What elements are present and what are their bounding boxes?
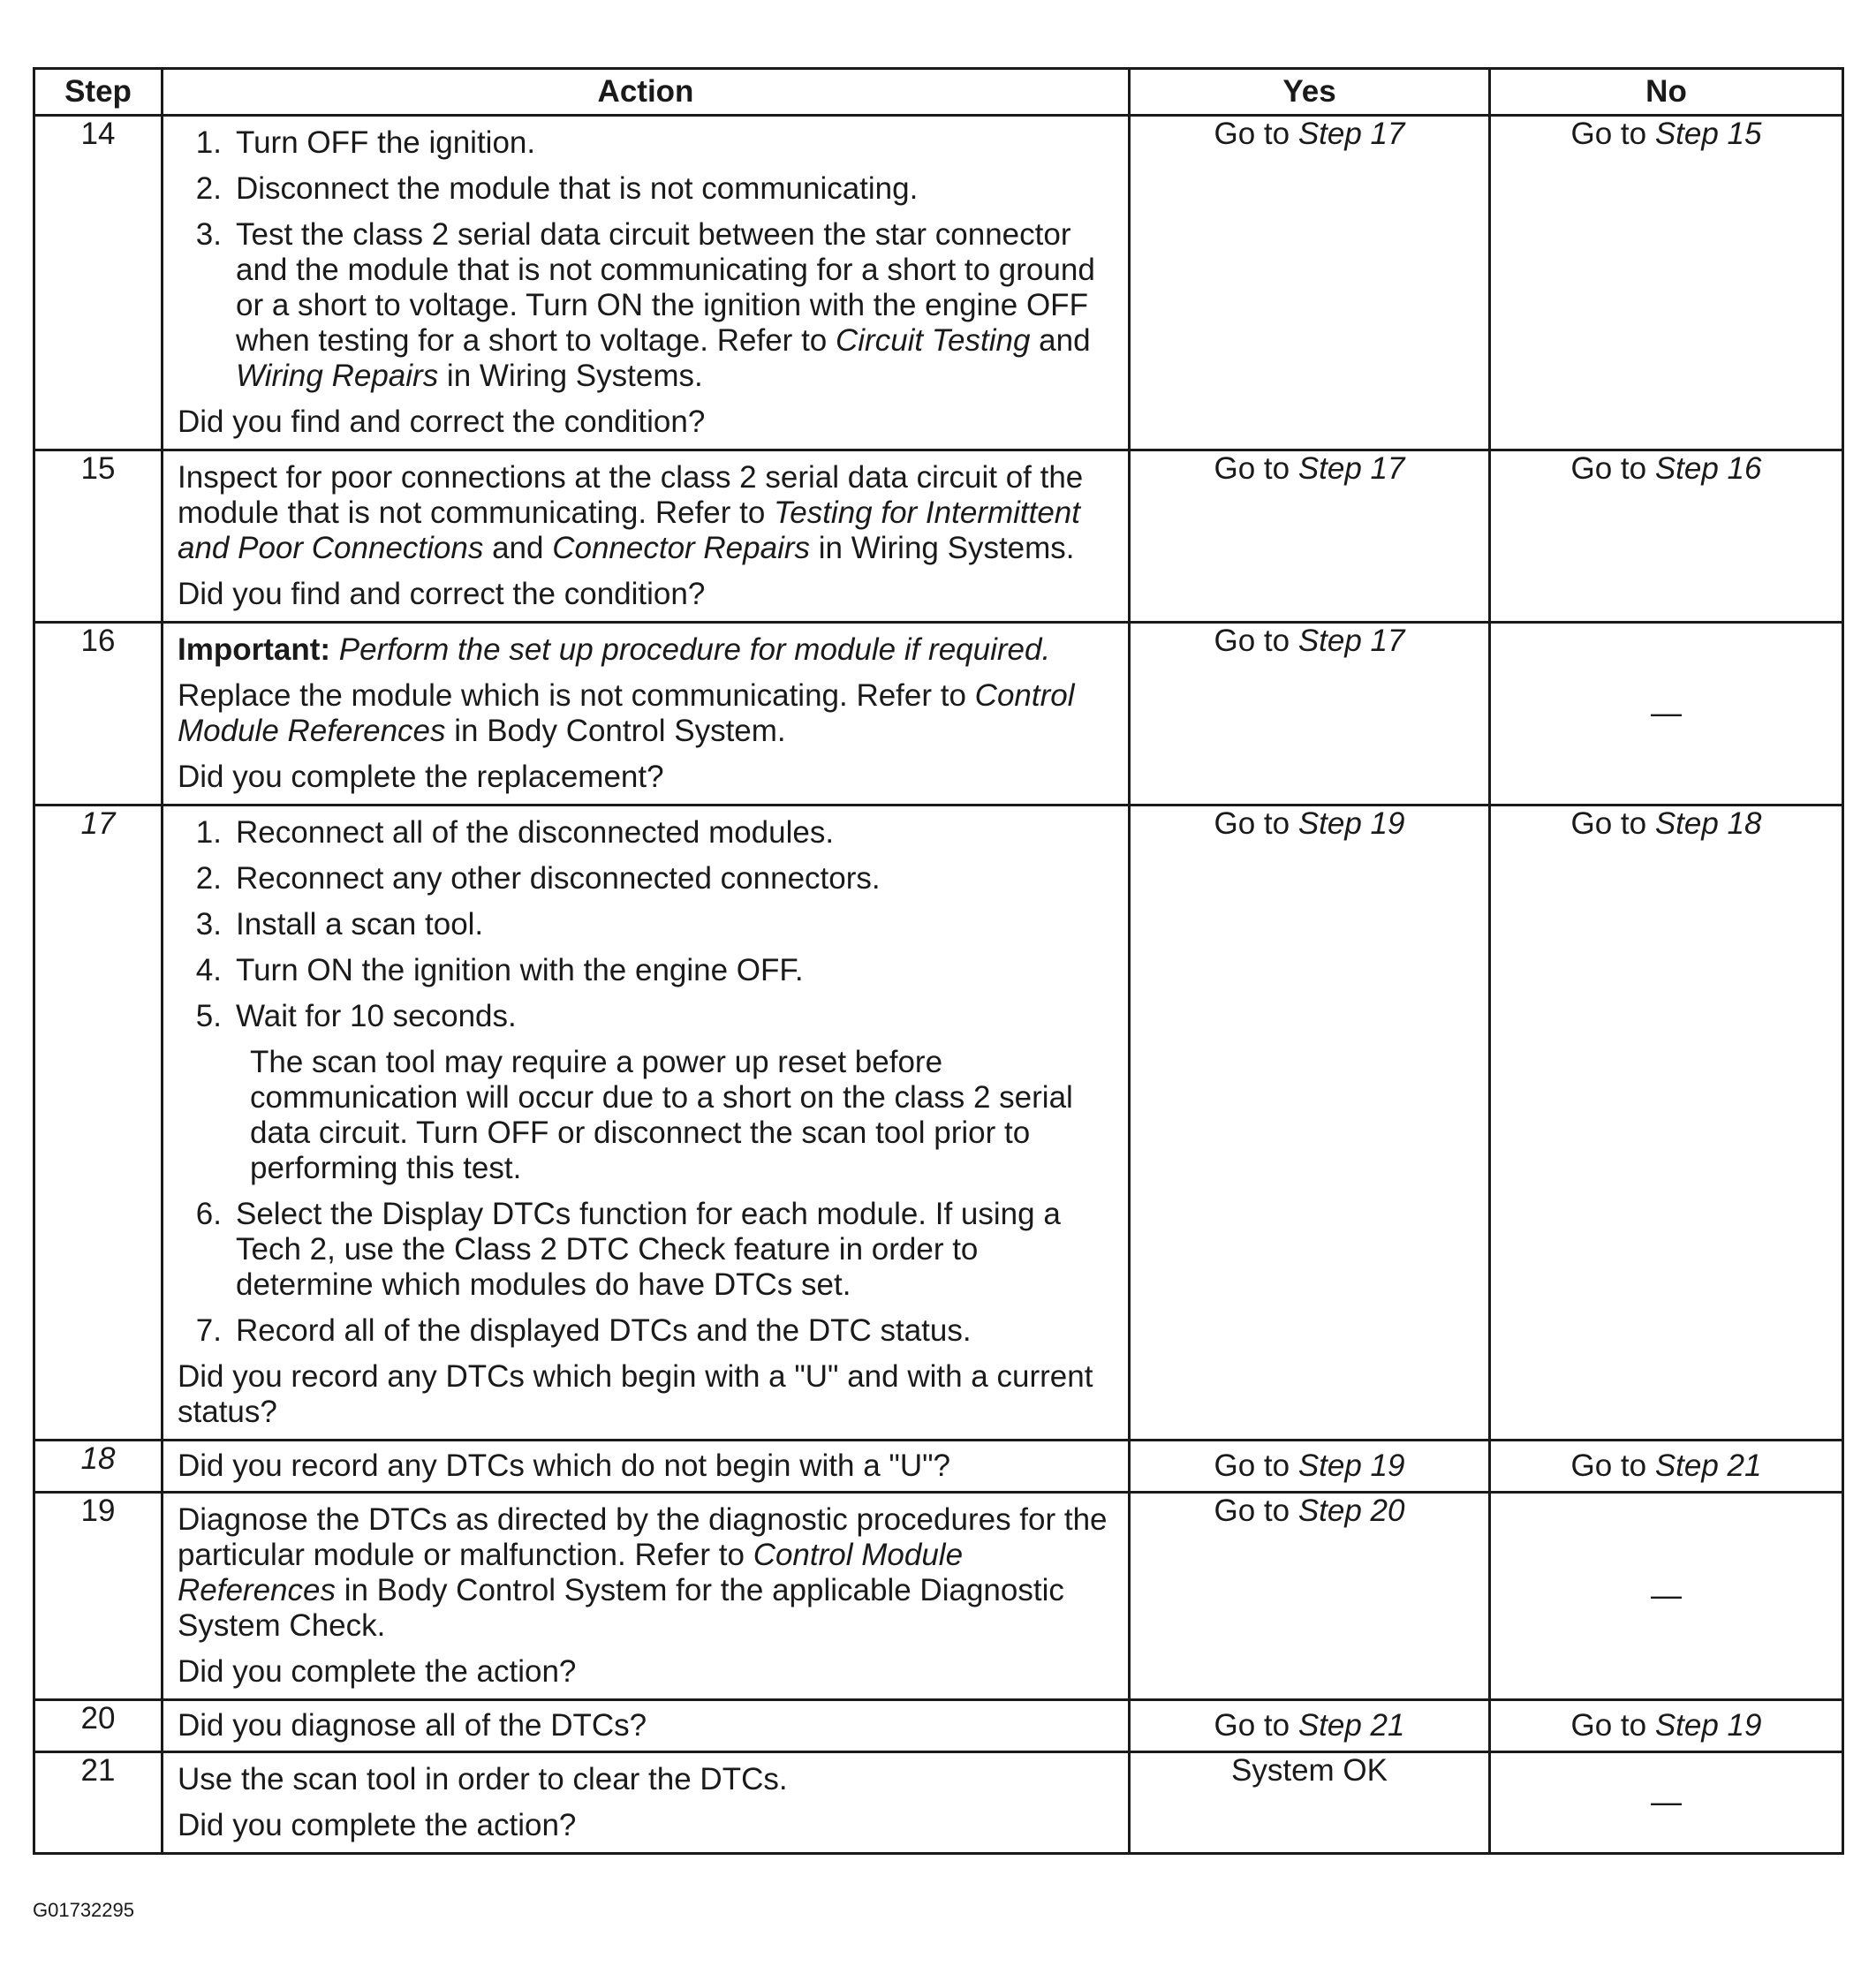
reference-intermittent-connections: Testing for Intermittent and Poor Connections [178, 495, 1080, 565]
list-number: 5. [195, 999, 222, 1033]
text-segment: Diagnose the DTCs as directed by the diagnostic procedures for the particular module or malfunction. Refer to [178, 1502, 1108, 1572]
no-cell [1490, 1700, 1843, 1752]
list-number: 1. [195, 125, 222, 160]
goto-prefix: Go to [1214, 624, 1298, 658]
no-cell-dash: — [1490, 1752, 1843, 1854]
yes-cell [1130, 1700, 1490, 1752]
table-row [34, 805, 1843, 1441]
step-number: 17 [34, 805, 163, 1441]
reference-connector-repairs: Connector Repairs [552, 531, 811, 565]
goto-step-link [1214, 624, 1405, 658]
action-cell [163, 1493, 1130, 1700]
goto-prefix: Go to [1214, 1708, 1298, 1743]
goto-step-link [1571, 117, 1762, 151]
step-number: 21 [34, 1752, 163, 1854]
question: Did you complete the action? [178, 1808, 577, 1842]
text-segment: Replace the module which is not communicating. Refer to [178, 678, 975, 713]
yes-cell [1130, 1441, 1490, 1493]
goto-prefix: Go to [1214, 117, 1298, 151]
header-step: Step [34, 69, 163, 116]
action-cell [163, 116, 1130, 450]
list-text: Reconnect all of the disconnected modules. [236, 815, 835, 850]
question: Did you record any DTCs which do not begin with a "U"? [163, 1441, 1130, 1493]
goto-step-link [1214, 451, 1405, 486]
important-label: Important: [178, 632, 331, 667]
no-cell [1490, 1441, 1843, 1493]
goto-step: Step 16 [1654, 451, 1762, 486]
text-segment: in Wiring Systems. [810, 531, 1075, 565]
question: Did you complete the action? [178, 1654, 577, 1689]
step-number: 19 [34, 1493, 163, 1700]
figure-id: G01732295 [33, 1899, 134, 1921]
list-number: 2. [195, 171, 222, 206]
no-cell-dash: — [1490, 1493, 1843, 1700]
reference-circuit-testing: Circuit Testing [835, 323, 1031, 358]
list-item [178, 953, 1116, 988]
reference-control-module: Control Module References [178, 678, 1075, 748]
list-number: 3. [195, 217, 222, 252]
step-number: 16 [34, 623, 163, 805]
action-list [178, 125, 1116, 394]
yes-cell [1130, 623, 1490, 805]
reference-wiring-repairs: Wiring Repairs [236, 359, 439, 393]
list-text: Reconnect any other disconnected connectors. [236, 861, 881, 896]
no-cell [1490, 805, 1843, 1441]
table-row [34, 450, 1843, 623]
list-text [236, 217, 1116, 394]
goto-prefix: Go to [1570, 117, 1655, 151]
goto-prefix: Go to [1214, 451, 1298, 486]
goto-step-link [1571, 1708, 1762, 1743]
list-item [178, 125, 1116, 161]
action-text [178, 1502, 1116, 1644]
action-text: Use the scan tool in order to clear the DTCs. [178, 1762, 788, 1796]
question: Did you record any DTCs which begin with a "U" and with a current status? [178, 1359, 1093, 1429]
question: Did you complete the replacement? [178, 760, 664, 794]
list-text: Wait for 10 seconds. [236, 999, 517, 1033]
text-segment: and [483, 531, 553, 565]
list-note: The scan tool may require a power up reset before communication will occur due to a short on the class 2 serial data circuit. Turn OFF or disconnect the scan tool prior to performing this test. [250, 1045, 1073, 1185]
important-note [178, 632, 1116, 668]
text-segment: in Body Control System. [445, 714, 786, 748]
text-segment: Inspect for poor connections at the class 2 serial data circuit of the module that is not communicating. Refer to [178, 460, 1084, 530]
goto-step: Step 17 [1297, 624, 1405, 658]
list-number: 3. [195, 907, 222, 942]
goto-step: Step 15 [1654, 117, 1762, 151]
action-text [178, 678, 1116, 749]
goto-step-link [1214, 1448, 1405, 1483]
goto-step: Step 21 [1654, 1448, 1762, 1483]
list-text: Turn OFF the ignition. [236, 125, 536, 160]
goto-step: Step 17 [1297, 451, 1405, 486]
no-cell-dash: — [1490, 623, 1843, 805]
goto-step: Step 20 [1297, 1494, 1405, 1528]
list-item [178, 217, 1116, 394]
table-row [34, 116, 1843, 450]
action-cell [163, 805, 1130, 1441]
no-cell [1490, 116, 1843, 450]
list-item [178, 171, 1116, 207]
table-header-row [34, 69, 1843, 116]
goto-step: Step 18 [1654, 806, 1762, 841]
goto-step-link [1214, 117, 1405, 151]
list-number: 1. [195, 815, 222, 850]
list-text: Turn ON the ignition with the engine OFF. [236, 953, 804, 987]
action-cell [163, 450, 1130, 623]
step-number: 18 [34, 1441, 163, 1493]
goto-step: Step 19 [1297, 1448, 1405, 1483]
goto-step: Step 21 [1297, 1708, 1405, 1743]
yes-cell [1130, 116, 1490, 450]
list-number: 7. [195, 1313, 222, 1348]
action-text [178, 460, 1116, 566]
list-number: 4. [195, 953, 222, 987]
list-item [178, 815, 1116, 851]
goto-step: Step 17 [1297, 117, 1405, 151]
yes-cell-system-ok: System OK [1130, 1752, 1490, 1854]
goto-prefix: Go to [1570, 1448, 1655, 1483]
goto-prefix: Go to [1214, 1448, 1298, 1483]
text-segment: in Body Control System for the applicable Diagnostic System Check. [178, 1573, 1064, 1643]
important-text: Perform the set up procedure for module if required. [330, 632, 1051, 667]
list-item [178, 861, 1116, 896]
header-action: Action [163, 69, 1130, 116]
goto-step: Step 19 [1297, 806, 1405, 841]
header-yes: Yes [1130, 69, 1490, 116]
diagnostic-table [33, 67, 1844, 1855]
list-text: Install a scan tool. [236, 907, 484, 942]
goto-step-link [1571, 806, 1762, 841]
question: Did you find and correct the condition? [178, 577, 706, 611]
table-row [34, 1700, 1843, 1752]
goto-prefix: Go to [1570, 1708, 1655, 1743]
list-item [178, 907, 1116, 942]
table-row [34, 1493, 1843, 1700]
action-list [178, 815, 1116, 1349]
header-no: No [1490, 69, 1843, 116]
goto-step-link [1571, 451, 1762, 486]
text-segment: in Wiring Systems. [438, 359, 703, 393]
list-item [178, 1313, 1116, 1349]
yes-cell [1130, 805, 1490, 1441]
goto-step-link [1214, 806, 1405, 841]
list-text: Select the Display DTCs function for each module. If using a Tech 2, use the Class 2 DTC Check feature in order to determine which modules do have DTCs set. [236, 1197, 1061, 1302]
yes-cell [1130, 450, 1490, 623]
table-row [34, 1441, 1843, 1493]
list-number: 2. [195, 861, 222, 896]
goto-step: Step 19 [1654, 1708, 1762, 1743]
question: Did you find and correct the condition? [178, 405, 706, 439]
text-segment: and [1030, 323, 1091, 358]
table-row [34, 623, 1843, 805]
step-number: 14 [34, 116, 163, 450]
list-item [178, 1197, 1116, 1303]
no-cell [1490, 450, 1843, 623]
list-text: Disconnect the module that is not communicating. [236, 171, 919, 206]
list-number: 6. [195, 1197, 222, 1231]
list-item [178, 999, 1116, 1034]
table-row [34, 1752, 1843, 1854]
goto-step-link [1571, 1448, 1762, 1483]
goto-prefix: Go to [1214, 1494, 1298, 1528]
goto-step-link [1214, 1708, 1405, 1743]
step-number: 20 [34, 1700, 163, 1752]
list-text: Record all of the displayed DTCs and the DTC status. [236, 1313, 972, 1348]
action-cell [163, 623, 1130, 805]
question: Did you diagnose all of the DTCs? [163, 1700, 1130, 1752]
action-cell [163, 1752, 1130, 1854]
goto-step-link [1214, 1494, 1405, 1528]
goto-prefix: Go to [1214, 806, 1298, 841]
goto-prefix: Go to [1570, 806, 1655, 841]
diagnostic-table-page [33, 67, 1842, 1855]
reference-control-module: Control Module References [178, 1538, 964, 1607]
yes-cell [1130, 1493, 1490, 1700]
goto-prefix: Go to [1570, 451, 1655, 486]
step-number: 15 [34, 450, 163, 623]
text-segment: Test the class 2 serial data circuit between the star connector and the module that is not communicating for a short to ground or a short to voltage. Turn ON the ignition with the engine OFF when testing for a short to voltage. Refer to [236, 217, 1095, 358]
